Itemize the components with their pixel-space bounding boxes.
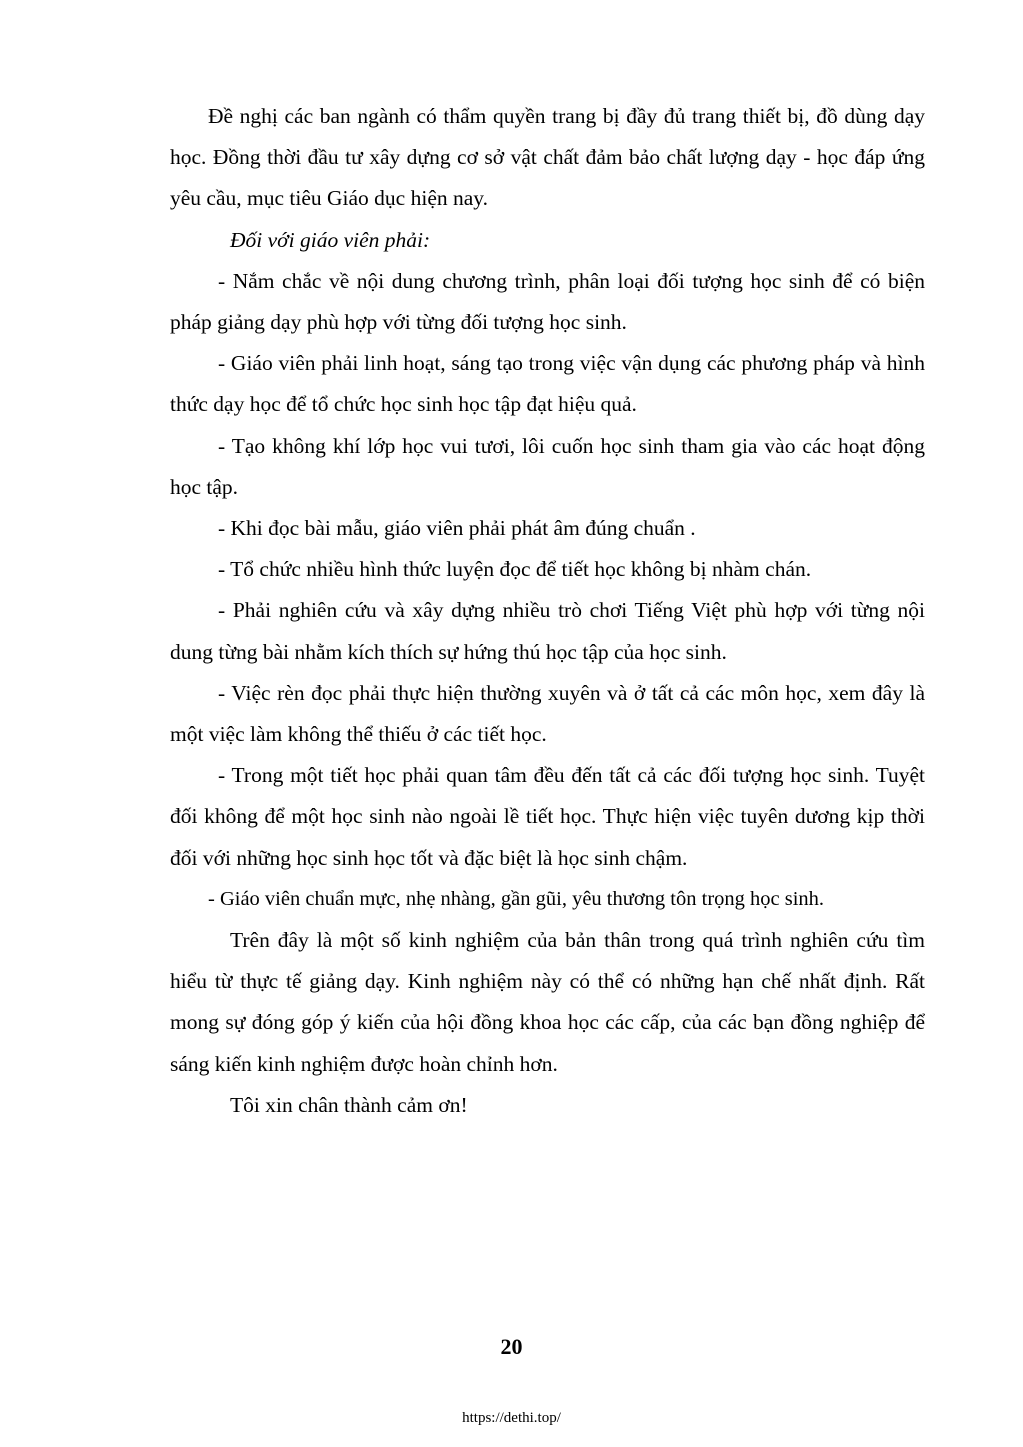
paragraph-recommendation: Đề nghị các ban ngành có thẩm quyền trang bị đầy đủ trang thiết bị, đồ dùng dạy học. Đồng thời đầu tư xây dựng cơ sở vật chất đảm bảo chất lượng dạy - học đáp ứng yêu cầu, mục tiêu Giáo dục hiện nay. — [170, 104, 925, 211]
paragraph-item-standards: - Giáo viên chuẩn mực, nhẹ nhàng, gần gũi, yêu thương tôn trọng học sinh. — [208, 887, 825, 910]
document-body — [170, 96, 925, 1126]
paragraph-item-pronunciation: - Khi đọc bài mẫu, giáo viên phải phát âm đúng chuẩn . — [218, 516, 696, 541]
paragraph-item-content-mastery: - Nắm chắc về nội dung chương trình, phân loại đối tượng học sinh để có biện pháp giảng dạy phù hợp với từng đối tượng học sinh. — [170, 268, 925, 335]
paragraph-item-flexibility: - Giáo viên phải linh hoạt, sáng tạo trong việc vận dụng các phương pháp và hình thức dạy học để tổ chức học sinh học tập đạt hiệu quả. — [170, 351, 925, 417]
paragraph-item-games: - Phải nghiên cứu và xây dựng nhiều trò chơi Tiếng Việt phù hợp với từng nội dung từng bài nhằm kích thích sự hứng thú học tập của học sinh. — [170, 598, 925, 664]
footer-url: https://dethi.top/ — [462, 1410, 561, 1426]
paragraph-item-atmosphere: - Tạo không khí lớp học vui tươi, lôi cuốn học sinh tham gia vào các hoạt động học tập. — [170, 433, 925, 499]
paragraph-item-attention: - Trong một tiết học phải quan tâm đều đến tất cả các đối tượng học sinh. Tuyệt đối không để một học sinh nào ngoài lề tiết học. Thực hiện việc tuyên dương kịp thời đối với những học sinh học tốt và đặc biệt là học sinh chậm. — [170, 763, 925, 870]
paragraph-item-regular-practice: - Việc rèn đọc phải thực hiện thường xuyên và ở tất cả các môn học, xem đây là một việc làm không thể thiếu ở các tiết học. — [170, 680, 925, 747]
page-number: 20 — [500, 1334, 523, 1359]
paragraph-conclusion: Trên đây là một số kinh nghiệm của bản thân trong quá trình nghiên cứu tìm hiểu từ thực tế giảng dạy. Kinh nghiệm này có thể có những hạn chế nhất định. Rất mong sự đóng góp ý kiến của hội đồng khoa học các cấp, của các bạn đồng nghiệp để sáng kiến kinh nghiệm được hoàn chỉnh hơn. — [170, 928, 925, 1076]
paragraph-item-reading-forms: - Tổ chức nhiều hình thức luyện đọc để tiết học không bị nhàm chán. — [218, 557, 812, 582]
paragraph-teacher-heading: Đối với giáo viên phải: — [230, 227, 431, 252]
paragraph-thanks: Tôi xin chân thành cảm ơn! — [230, 1092, 468, 1117]
